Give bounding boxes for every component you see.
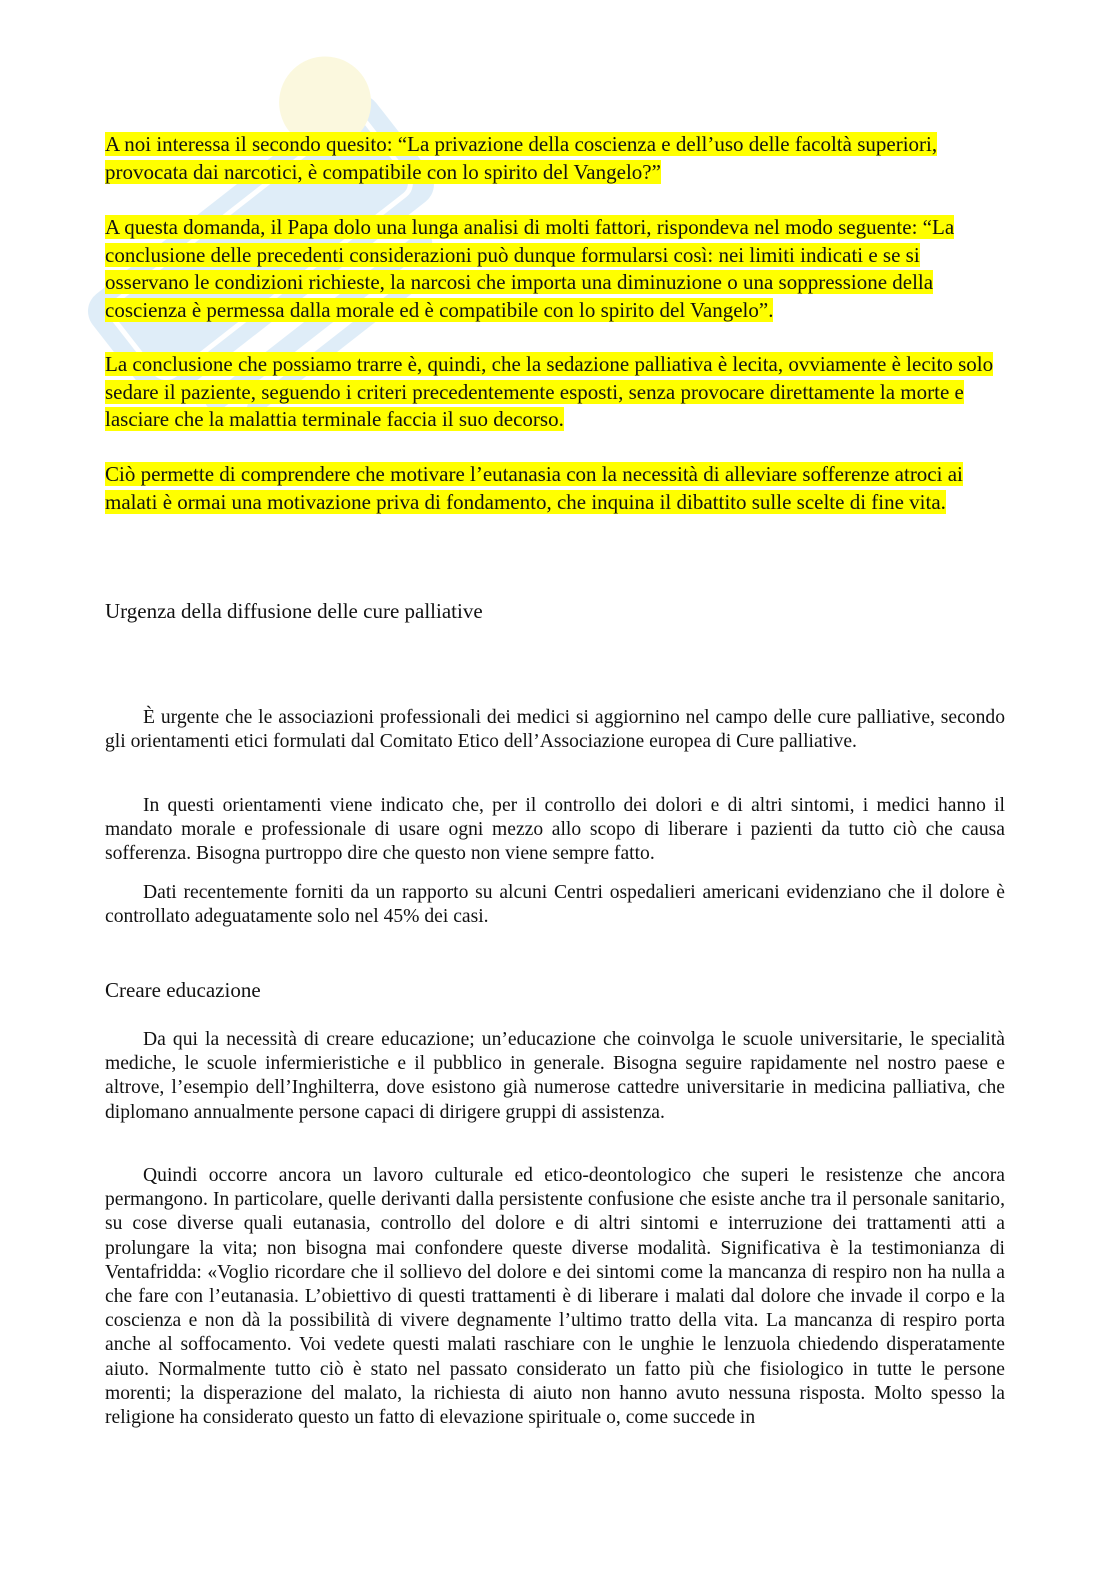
educazione-paragraph-2: Quindi occorre ancora un lavoro culturale ed etico-deontologico che superi le resistenze che ancora permangono. In particolare, quelle derivanti dalla persistente confusione che esiste anche tra il personale sanitario, su cose diverse quali eutanasia, controllo del dolore e di altri sintomi e interruzione dei trattamenti atti a prolungare la vita; non bisogna mai confondere queste diverse modalità. Significativa è la testimonianza di Ventafridda: «Voglio ricordare che il sollievo del dolore e dei sintomi come la mancanza di respiro non ha nulla a che fare con l’eutanasia. L’obiettivo di questi trattamenti è di liberare i malati dal dolore che invade il corpo e la coscienza e non dà la possibilità di vivere degnamente l’ultimo tratto della vita. La mancanza di respiro porta anche al soffocamento. Voi vedete questi malati raschiare con le unghie le lenzuola chiedendo disperatamente aiuto. Normalmente tutto ciò è stato nel passato considerato un fatto più che fisiologico in tutte le persone morenti; la disperazione del malato, la richiesta di aiuto non hanno avuto nessuna risposta. Molto spesso la religione ha considerato questo un fatto di elevazione spirituale o, come succede in: [105, 1165, 1005, 1429]
section-heading-educazione: Creare educazione: [105, 978, 261, 1002]
highlighted-paragraph-3: La conclusione che possiamo trarre è, quindi, che la sedazione palliativa è lecita, ovviamente è lecito solo sedare il paziente, seguendo i criteri precedentemente esposti, senza provocare direttamente la morte e lasciare che la malattia terminale faccia il suo decorso.: [105, 352, 994, 431]
urgenza-paragraph-3: Dati recentemente forniti da un rapporto su alcuni Centri ospedalieri americani evidenziano che il dolore è controllato adeguatamente solo nel 45% dei casi.: [105, 882, 1005, 928]
section-heading-urgenza: Urgenza della diffusione delle cure palliative: [105, 599, 483, 623]
highlighted-paragraph-1: A noi interessa il secondo quesito: “La privazione della coscienza e dell’uso delle facoltà superiori, provocata dai narcotici, è compatibile con lo spirito del Vangelo?”: [105, 132, 938, 184]
urgenza-paragraph-2: In questi orientamenti viene indicato che, per il controllo dei dolori e di altri sintomi, i medici hanno il mandato morale e professionale di usare ogni mezzo allo scopo di liberare i pazienti da tutto ciò che causa sofferenza. Bisogna purtroppo dire che questo non viene sempre fatto.: [105, 795, 1005, 865]
urgenza-paragraph-1: È urgente che le associazioni professionali dei medici si aggiornino nel campo delle cure palliative, secondo gli orientamenti etici formulati dal Comitato Etico dell’Associazione europea di Cure palliative.: [105, 707, 1005, 753]
educazione-paragraph-1: Da qui la necessità di creare educazione; un’educazione che coinvolga le scuole universitarie, le specialità mediche, le scuole infermieristiche e il pubblico in generale. Bisogna seguire rapidamente nel nostro paese e altrove, l’esempio dell’Inghilterra, dove esistono già numerose cattedre universitarie in medicina palliativa, che diplomano annualmente persone capaci di dirigere gruppi di assistenza.: [105, 1029, 1005, 1123]
highlighted-paragraph-4: Ciò permette di comprendere che motivare l’eutanasia con la necessità di alleviare sofferenze atroci ai malati è ormai una motivazione priva di fondamento, che inquina il dibattito sulle scelte di fine vita.: [105, 462, 963, 514]
highlighted-paragraph-2: A questa domanda, il Papa dolo una lunga analisi di molti fattori, rispondeva nel modo seguente: “La conclusione delle precedenti considerazioni può dunque formularsi così: nei limiti indicati e se si osservano le condizioni richieste, la narcosi che importa una diminuzione o una soppressione della coscienza è permessa dalla morale ed è compatibile con lo spirito del Vangelo”.: [105, 215, 955, 322]
